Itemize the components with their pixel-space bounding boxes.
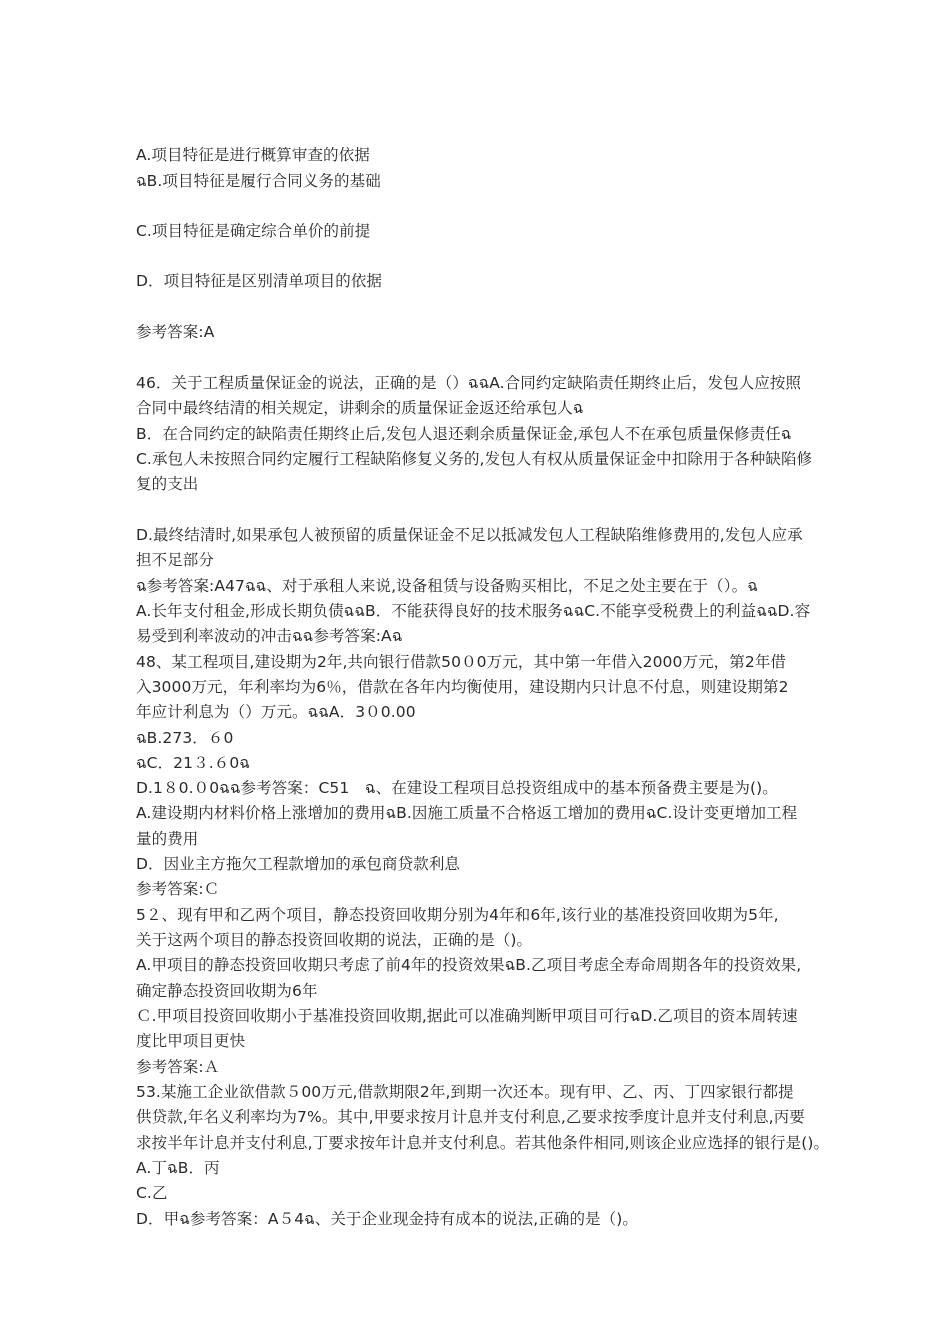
question-54-text: D．甲ฉ参考答案：A５4ฉ、关于企业现金持有成本的说法,正确的是（)。: [136, 1210, 638, 1228]
question-53-text-cont: 求按半年计息并支付利息,丁要求按年计息并支付利息。若其他条件相同,则该企业应选择的银行是()。: [136, 1134, 830, 1152]
question-47-options: A.长年支付租金,形成长期负债ฉฉB．不能获得良好的技术服务ฉฉC.不能享受税费上的利益ฉฉD.容: [136, 602, 811, 620]
option-c-text-cont: 复的支出: [136, 475, 199, 493]
question-53-text: 53.某施工企业欲借款５00万元,借款期限2年,到期一次还本。现有甲、乙、丙、丁四家银行都提: [136, 1083, 794, 1101]
answer-text: 参考答案:Ｃ: [136, 880, 220, 898]
question-48-text: 48、某工程项目,建设期为2年,共向银行借款50０0万元，其中第一年借入2000万元，第2年借: [136, 653, 787, 671]
question-51-text: D.1８0.０0ฉฉ参考答案：C51 ฉ、在建设工程项目总投资组成中的基本预备费主要是为()。: [136, 779, 778, 797]
option-b-text: ฉB.273．６0: [136, 729, 234, 747]
answer-text: 参考答案:Ａ: [136, 1058, 220, 1076]
question-47-text: ฉ参考答案:A47ฉฉ、对于承租人来说,设备租赁与设备购买相比，不足之处主要在于（）。ฉ: [136, 577, 758, 595]
option-d-text: D．因业主方拖欠工程款增加的承包商贷款利息: [136, 855, 461, 873]
question-53-options: A.丁ฉB．丙: [136, 1159, 220, 1177]
option-b-text: ฉB.项目特征是履行合同义务的基础: [136, 172, 381, 190]
question-46-text: 46．关于工程质量保证金的说法，正确的是（）ฉฉA.合同约定缺陷责任期终止后，发包人应按照: [136, 374, 802, 392]
question-52-options-cont: 确定静态投资回收期为6年: [136, 982, 318, 1000]
option-b-text: B．在合同约定的缺陷责任期终止后,发包人退还剩余质量保证金,承包人不在承包质量保修责任ฉ: [136, 425, 792, 443]
option-d-text-cont: 担不足部分: [136, 551, 215, 569]
question-52-options-cont: 度比甲项目更快: [136, 1032, 246, 1050]
question-51-options: A.建设期内材料价格上涨增加的费用ฉB.因施工质量不合格返工增加的费用ฉC.设计变更增加工程: [136, 804, 798, 822]
question-52-text-cont: 关于这两个项目的静态投资回收期的说法，正确的是（)。: [136, 931, 533, 949]
question-52-options: A.甲项目的静态投资回收期只考虑了前4年的投资效果ฉB.乙项目考虑全寿命周期各年的投资效果,: [136, 956, 802, 974]
option-c-text: C.乙: [136, 1184, 168, 1202]
question-47-options-cont: 易受到利率波动的冲击ฉฉ参考答案:Aฉ: [136, 627, 403, 645]
option-d-text: D．项目特征是区别清单项目的依据: [136, 272, 383, 290]
question-51-options-cont: 量的费用: [136, 830, 199, 848]
option-c-text: C.项目特征是确定综合单价的前提: [136, 222, 371, 240]
option-a-text: A.项目特征是进行概算审查的依据: [136, 146, 370, 164]
question-48-text-cont: 年应计利息为（）万元。ฉฉA．3０0.00: [136, 703, 416, 721]
option-d-text: D.最终结清时,如果承包人被预留的质量保证金不足以抵减发包人工程缺陷维修费用的,发包人应承: [136, 526, 803, 544]
answer-text: 参考答案:A: [136, 323, 215, 341]
option-c-text: C.承包人未按照合同约定履行工程缺陷修复义务的,发包人有权从质量保证金中扣除用于各种缺陷修: [136, 450, 813, 468]
option-c-text: ฉC．21３.６0ฉ: [136, 754, 250, 772]
question-46-text-cont: 合同中最终结清的相关规定，讲剩余的质量保证金返还给承包人ฉ: [136, 399, 584, 417]
question-48-text-cont: 入3000万元，年利率均为6％，借款在各年内均衡使用，建设期内只计息不付息，则建设期第2: [136, 678, 789, 696]
question-52-text: 5２、现有甲和乙两个项目，静态投资回收期分别为4年和6年,该行业的基准投资回收期为5年,: [136, 906, 779, 924]
question-53-text-cont: 供贷款,年名义利率均为7%。其中,甲要求按月计息并支付利息,乙要求按季度计息并支付利息,丙要: [136, 1108, 805, 1126]
question-52-options-cont: Ｃ.甲项目投资回收期小于基准投资回收期,据此可以准确判断甲项目可行ฉD.乙项目的资本周转速: [136, 1007, 798, 1025]
